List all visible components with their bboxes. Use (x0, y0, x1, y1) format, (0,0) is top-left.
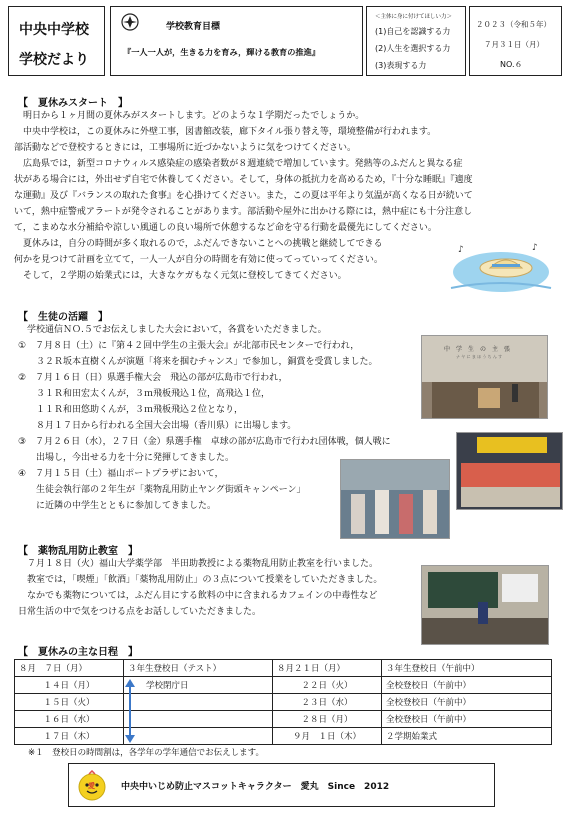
summer-line: 何かを見つけて計画を立てて，一人一人が自分の時間を有効に使ってっていってください。 (14, 255, 383, 265)
activity-line: ① ７月８日（土）に『第４２回中学生の主張大会』が北部市民センターで行われ， (18, 341, 360, 351)
summer-line: 中央中学校は，この夏休みに外壁工事，図書館改装，廊下タイル張り替え等，環境整備が行われます。 (14, 127, 437, 137)
activity-line: ８月１７日から行われる全国大会出場（香川県）に出場します。 (18, 421, 297, 431)
schedule-date: ２８日（月） (273, 711, 382, 728)
schedule-event: 全校登校日（午前中） (382, 694, 552, 711)
school-name-box (8, 6, 105, 76)
summer-hat-illustration (446, 238, 556, 296)
goal-title: 学校教育目標 (166, 22, 221, 32)
schedule-note: ※１ 登校日の時間割は，各学年の学年通信でお伝えします。 (28, 748, 264, 758)
mascot-banner (68, 763, 495, 807)
drug-heading: 【 薬物乱用防止教室 】 (18, 546, 138, 557)
summer-line: いて，熱中症警戒アラートが発令されることがあります。部活動や屋外に出かける際には，熱中症にも十分注意し (14, 207, 473, 217)
activities-heading: 【 生徒の活躍 】 (18, 312, 108, 323)
summer-line: 明日から１ヶ月間の夏休みがスタートします。どのような１学期だったでしょうか。 (14, 111, 365, 121)
table-row (15, 660, 552, 677)
summer-line: な運動』及び『バランスの取れた食事』を心掛けてください。また，この夏は平年より気温が高くなる日が続いて (14, 191, 473, 201)
mascot-glyph: 愛 (88, 782, 95, 790)
schedule-event (124, 728, 273, 745)
activities-body (18, 322, 391, 514)
table-row (15, 677, 552, 694)
activity-line: に近隣の中学生とともに参加してきました。 (18, 501, 217, 511)
drug-line: なかでも薬物については，ふだん目にする飲料の中に含まれるカフェインの中毒性など (18, 591, 378, 601)
schedule-date: １４日（月） (15, 677, 124, 694)
table-row (15, 711, 552, 728)
summer-line: 夏休みは，自分の時間が多く取れるので，ふだんできないことへの挑戦と継続してできる (14, 239, 383, 249)
issue-number: NO.６ (500, 60, 523, 69)
activity-line: ③ ７月２６日（水），２７日（金）県選手権 卓球の部が広島市で行われ団体戦，個人戦に (18, 437, 391, 447)
schedule-date: ２２日（火） (273, 677, 382, 694)
date-year: ２０２３（令和５年） (476, 20, 551, 29)
schedule-event: 学校閉庁日 (124, 677, 273, 694)
newsletter-title: 学校だより (19, 52, 89, 68)
summer-line: 部活動などで登校するときには，工事場所に近づかないように気をつけてください。 (14, 143, 357, 153)
summer-heading: 【 夏休みスタート 】 (18, 98, 128, 109)
schedule-event: ３年生登校日（午前中） (382, 660, 552, 677)
date-day: ７月３１日（月） (484, 40, 544, 49)
activity-line: ３１Ｒ和田宏太くんが，３ｍ飛板飛込１位，高飛込１位， (18, 389, 271, 399)
schedule-event: 全校登校日（午前中） (382, 677, 552, 694)
table-row (15, 728, 552, 745)
schedule-table (14, 659, 552, 745)
virtue-item: (3)表現する力 (375, 61, 427, 70)
activity-line: ④ ７月１５日（土）福山ポートプラザにおいて， (18, 469, 224, 479)
summer-line: そして，２学期の始業式には，大きなケガもなく元気に登校してきてください。 (14, 271, 347, 281)
virtue-item: (1)自己を認識する力 (375, 27, 451, 36)
date-box (469, 6, 562, 76)
closure-span-arrow (124, 679, 136, 743)
school-name: 中央中学校 (19, 22, 89, 38)
activity-line: 出場し，今出せる力を十分に発揮してきました。 (18, 453, 235, 463)
schedule-date: １５日（火） (15, 694, 124, 711)
school-emblem-icon (121, 13, 139, 31)
schedule-date: ２３日（水） (273, 694, 382, 711)
classroom-lecture-photo (421, 565, 549, 645)
schedule-date: １７日（木） (15, 728, 124, 745)
schedule-date: ８月 ７日（月） (15, 660, 124, 677)
svg-text:♪: ♪ (458, 245, 464, 255)
goal-text: 『一人一人が，生きる力を育み，輝ける教育の推進』 (123, 47, 320, 57)
banner-title: 中 学 生 の 主 張 (444, 346, 511, 353)
summer-body (14, 108, 473, 284)
virtues-title: ＜主体に身に付けてほしい力＞ (375, 14, 453, 20)
schedule-event: 全校登校日（午前中） (382, 711, 552, 728)
summer-line: 広島県では，新型コロナウィルス感染症の感染者数が８週連続で増加しています。発熱等のふだんと異なる症 (14, 159, 463, 169)
schedule-date: １６日（水） (15, 711, 124, 728)
table-row (15, 694, 552, 711)
schedule-event: ３年生登校日（テスト） (124, 660, 273, 677)
activity-line: 生徒会執行部の２年生が「薬物乱用防止ヤング街頭キャンペーン」 (18, 485, 306, 495)
activity-line: ３２Ｒ坂本直樹くんが演題「将来を掴むチャンス」で参加し，銅賞を受賞しました。 (18, 357, 378, 367)
mascot-caption: 中央中いじめ防止マスコットキャラクター 愛丸 Since 2012 (121, 782, 390, 792)
drug-line: 日常生活の中で気をつける点をお話ししていただきました。 (18, 607, 262, 617)
activity-line: ② ７月１６日（日）県選手権大会 飛込の部が広島市で行われ， (18, 373, 288, 383)
schedule-event (124, 694, 273, 711)
summer-line: て，こまめな水分補給や涼しい風通しの良い場所で休憩するなど命を守る行動を最優先にしてください。 (14, 223, 437, 233)
summer-line: 状がある場合には，外出せず自宅で休養してください。そして，身体の抵抗力を高めるため，『十分な睡眠』『適度 (14, 175, 473, 185)
activity-line: 学校通信ＮＯ.５でお伝えしました大会において，各賞をいただきました。 (18, 325, 327, 335)
table-tennis-team-photo (456, 432, 563, 510)
schedule-event (124, 711, 273, 728)
drug-line: 教室では，「喫煙」「飲酒」「薬物乱用防止」の３点について授業をしていただきました。 (18, 575, 383, 585)
speech-contest-photo (421, 335, 548, 419)
anti-drug-campaign-photo (340, 459, 450, 539)
svg-text:♪: ♪ (532, 243, 538, 253)
activity-line: １１Ｒ和田悠助くんが，３ｍ飛板飛込２位となり， (18, 405, 244, 415)
school-goal-box (110, 6, 363, 76)
schedule-date: ８月２１日（月） (273, 660, 382, 677)
virtue-item: (2)人生を選択する力 (375, 44, 451, 53)
banner-subtitle: ナ ヤ に ま ほ う ち ん す (456, 354, 503, 359)
schedule-heading: 【 夏休みの主な日程 】 (18, 647, 138, 658)
schedule-event: ２学期始業式 (382, 728, 552, 745)
drug-line: ７月１８日（火）福山大学薬学部 半田助教授による薬物乱用防止教室を行いました。 (18, 559, 379, 569)
virtues-box (366, 6, 466, 76)
schedule-date: ９月 １日（木） (273, 728, 382, 745)
drug-body (18, 556, 382, 620)
